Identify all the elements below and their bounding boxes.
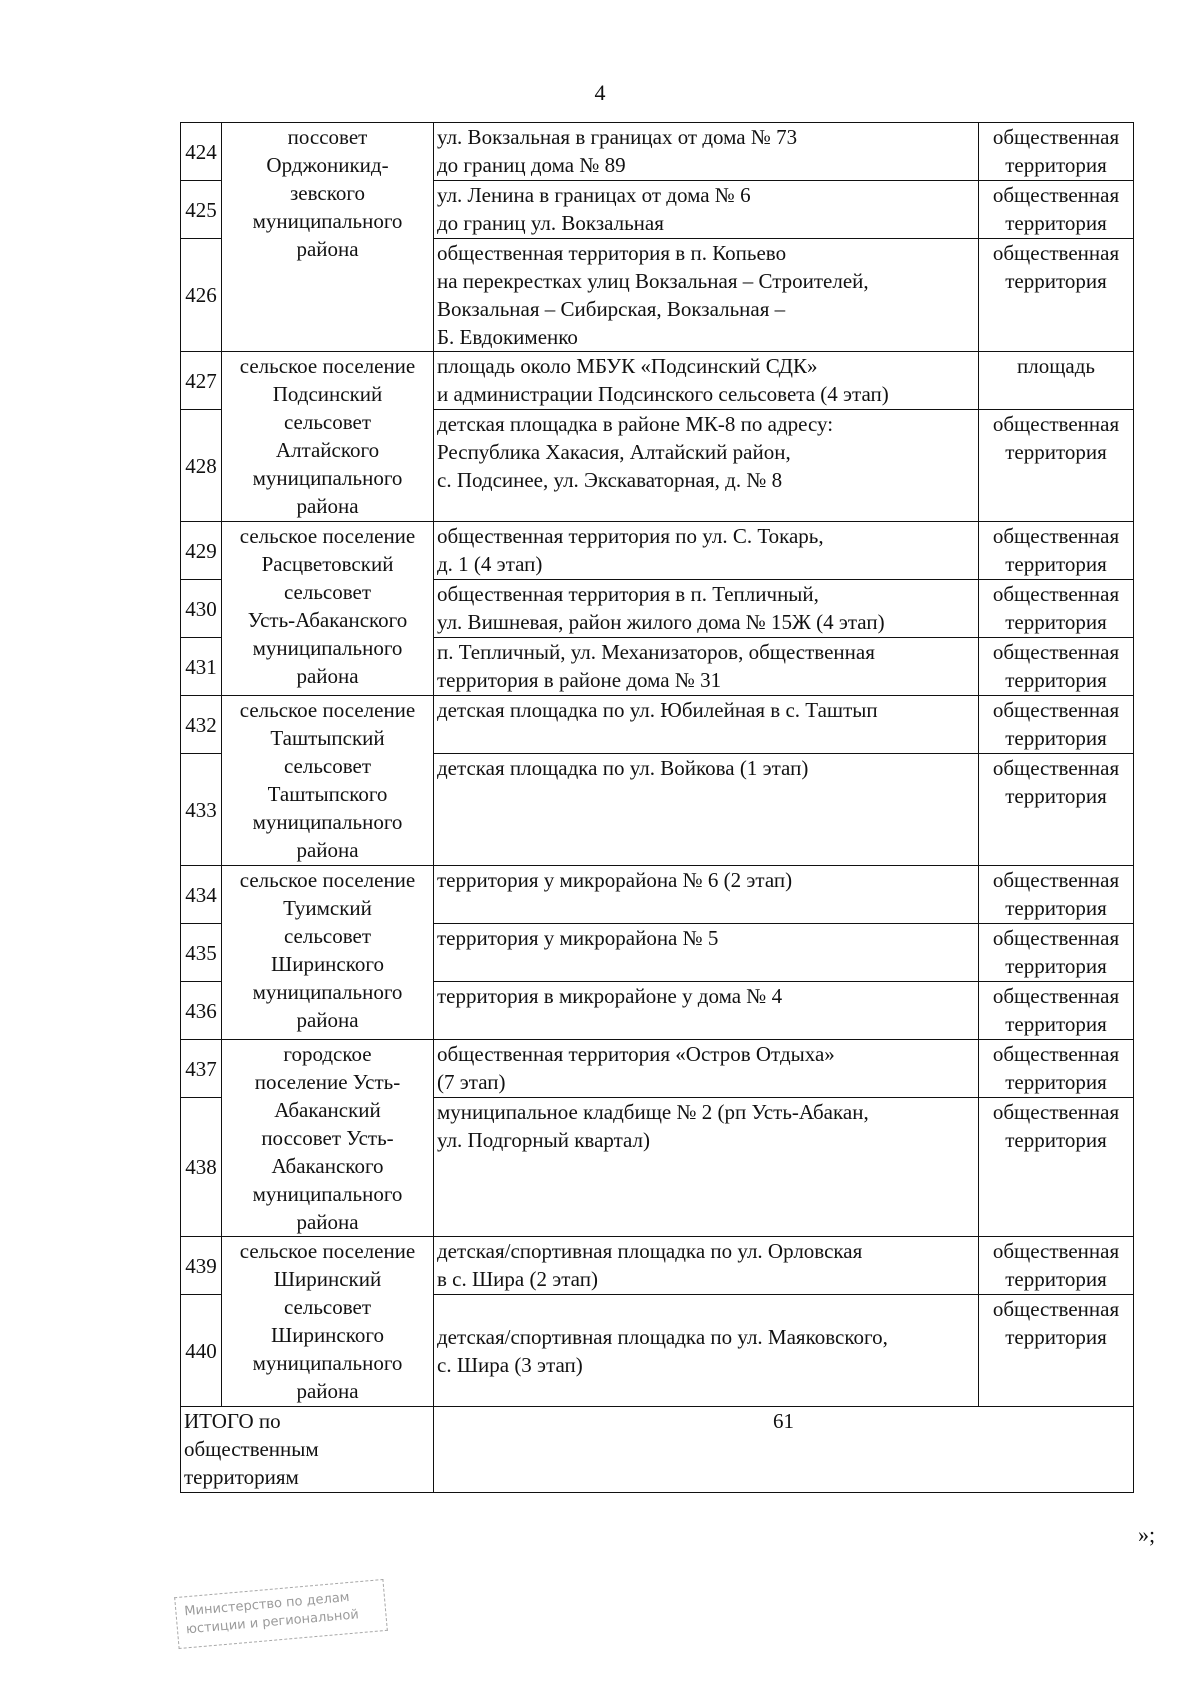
row-number: 431 bbox=[181, 638, 222, 696]
row-number: 433 bbox=[181, 754, 222, 866]
territory-description: общественная территория «Остров Отдыха» (7 этап) bbox=[434, 1040, 979, 1098]
territory-type: общественная территория bbox=[979, 239, 1134, 352]
row-number: 439 bbox=[181, 1237, 222, 1295]
row-number: 428 bbox=[181, 410, 222, 522]
territory-description: детская/спортивная площадка по ул. Маяковского, с. Шира (3 этап) bbox=[434, 1295, 979, 1407]
territory-description: ул. Вокзальная в границах от дома № 73 до границ дома № 89 bbox=[434, 123, 979, 181]
table-row bbox=[181, 866, 1134, 924]
territory-type: общественная территория bbox=[979, 181, 1134, 239]
territory-type: общественная территория bbox=[979, 924, 1134, 982]
territory-description: территория у микрорайона № 6 (2 этап) bbox=[434, 866, 979, 924]
municipality-cell bbox=[222, 1237, 434, 1407]
municipality-cell bbox=[222, 352, 434, 522]
total-row bbox=[181, 1407, 1134, 1493]
row-number: 426 bbox=[181, 239, 222, 352]
municipality-name: сельское поселение Ширинский сельсовет Ширинского муниципального района bbox=[239, 1239, 416, 1403]
territory-type: общественная территория bbox=[979, 522, 1134, 580]
territory-description: п. Тепличный, ул. Механизаторов, общественная территория в районе дома № 31 bbox=[434, 638, 979, 696]
municipality-name: городское поселение Усть- Абаканский поссовет Усть- Абаканского муниципального района bbox=[252, 1042, 403, 1234]
table-row bbox=[181, 1237, 1134, 1295]
row-number: 438 bbox=[181, 1098, 222, 1237]
territory-description: муниципальное кладбище № 2 (рп Усть-Абакан, ул. Подгорный квартал) bbox=[434, 1098, 979, 1237]
territory-description: территория в микрорайоне у дома № 4 bbox=[434, 982, 979, 1040]
territory-description: детская площадка по ул. Юбилейная в с. Таштып bbox=[434, 696, 979, 754]
territory-type: общественная территория bbox=[979, 1040, 1134, 1098]
territory-description: ул. Ленина в границах от дома № 6 до границ ул. Вокзальная bbox=[434, 181, 979, 239]
municipality-name: сельское поселение Подсинский сельсовет Алтайского муниципального района bbox=[239, 354, 416, 518]
row-number: 429 bbox=[181, 522, 222, 580]
territory-description: территория у микрорайона № 5 bbox=[434, 924, 979, 982]
municipality-name: сельское поселение Таштыпский сельсовет Таштыпского муниципального района bbox=[239, 698, 416, 862]
territory-type: общественная территория bbox=[979, 754, 1134, 866]
territory-description: детская/спортивная площадка по ул. Орловская в с. Шира (2 этап) bbox=[434, 1237, 979, 1295]
table-row bbox=[181, 522, 1134, 580]
municipality-name: сельское поселение Расцветовский сельсовет Усть-Абаканского муниципального района bbox=[239, 524, 416, 688]
municipality-cell bbox=[222, 1040, 434, 1237]
municipality-cell bbox=[222, 696, 434, 866]
table-row bbox=[181, 696, 1134, 754]
territory-type: общественная территория bbox=[979, 410, 1134, 522]
registration-stamp bbox=[174, 1579, 388, 1649]
closing-quote-mark: »; bbox=[1138, 1522, 1156, 1547]
municipality-name: сельское поселение Туимский сельсовет Ширинского муниципального района bbox=[239, 868, 416, 1032]
table-row bbox=[181, 123, 1134, 181]
territory-type: общественная территория bbox=[979, 638, 1134, 696]
municipality-cell bbox=[222, 522, 434, 696]
table-row bbox=[181, 1040, 1134, 1098]
territory-type: общественная территория bbox=[979, 1098, 1134, 1237]
row-number: 424 bbox=[181, 123, 222, 181]
territory-description: общественная территория в п. Копьево на перекрестках улиц Вокзальная – Строителей, Вокзальная – Сибирская, Вокзальная – Б. Евдокименко bbox=[434, 239, 979, 352]
total-value: 61 bbox=[434, 1407, 1134, 1493]
row-number: 430 bbox=[181, 580, 222, 638]
row-number: 440 bbox=[181, 1295, 222, 1407]
territory-description: детская площадка по ул. Войкова (1 этап) bbox=[434, 754, 979, 866]
territory-description: площадь около МБУК «Подсинский СДК» и администрации Подсинского сельсовета (4 этап) bbox=[434, 352, 979, 410]
municipality-cell bbox=[222, 866, 434, 1040]
row-number: 436 bbox=[181, 982, 222, 1040]
territories-table bbox=[180, 122, 1134, 1493]
territory-type: общественная территория bbox=[979, 1295, 1134, 1407]
territory-type: общественная территория bbox=[979, 866, 1134, 924]
municipality-name: поссовет Орджоникид- зевского муниципального района bbox=[252, 125, 403, 261]
territory-type: общественная территория bbox=[979, 1237, 1134, 1295]
territory-type: площадь bbox=[979, 352, 1134, 410]
row-number: 427 bbox=[181, 352, 222, 410]
territory-type: общественная территория bbox=[979, 123, 1134, 181]
territory-type: общественная территория bbox=[979, 696, 1134, 754]
territory-description: общественная территория в п. Тепличный, ул. Вишневая, район жилого дома № 15Ж (4 этап) bbox=[434, 580, 979, 638]
row-number: 435 bbox=[181, 924, 222, 982]
territory-type: общественная территория bbox=[979, 580, 1134, 638]
row-number: 432 bbox=[181, 696, 222, 754]
row-number: 437 bbox=[181, 1040, 222, 1098]
municipality-cell bbox=[222, 123, 434, 352]
row-number: 434 bbox=[181, 866, 222, 924]
stamp-text: Министерство по делам юстиции и региональной bbox=[183, 1589, 360, 1638]
territory-type: общественная территория bbox=[979, 982, 1134, 1040]
total-label: ИТОГО по общественным территориям bbox=[181, 1407, 434, 1493]
row-number: 425 bbox=[181, 181, 222, 239]
territory-description: общественная территория по ул. С. Токарь, д. 1 (4 этап) bbox=[434, 522, 979, 580]
table-row bbox=[181, 352, 1134, 410]
territory-description: детская площадка в районе МК-8 по адресу: Республика Хакасия, Алтайский район, с. Подсинее, ул. Экскаваторная, д. № 8 bbox=[434, 410, 979, 522]
page-number: 4 bbox=[594, 80, 606, 105]
